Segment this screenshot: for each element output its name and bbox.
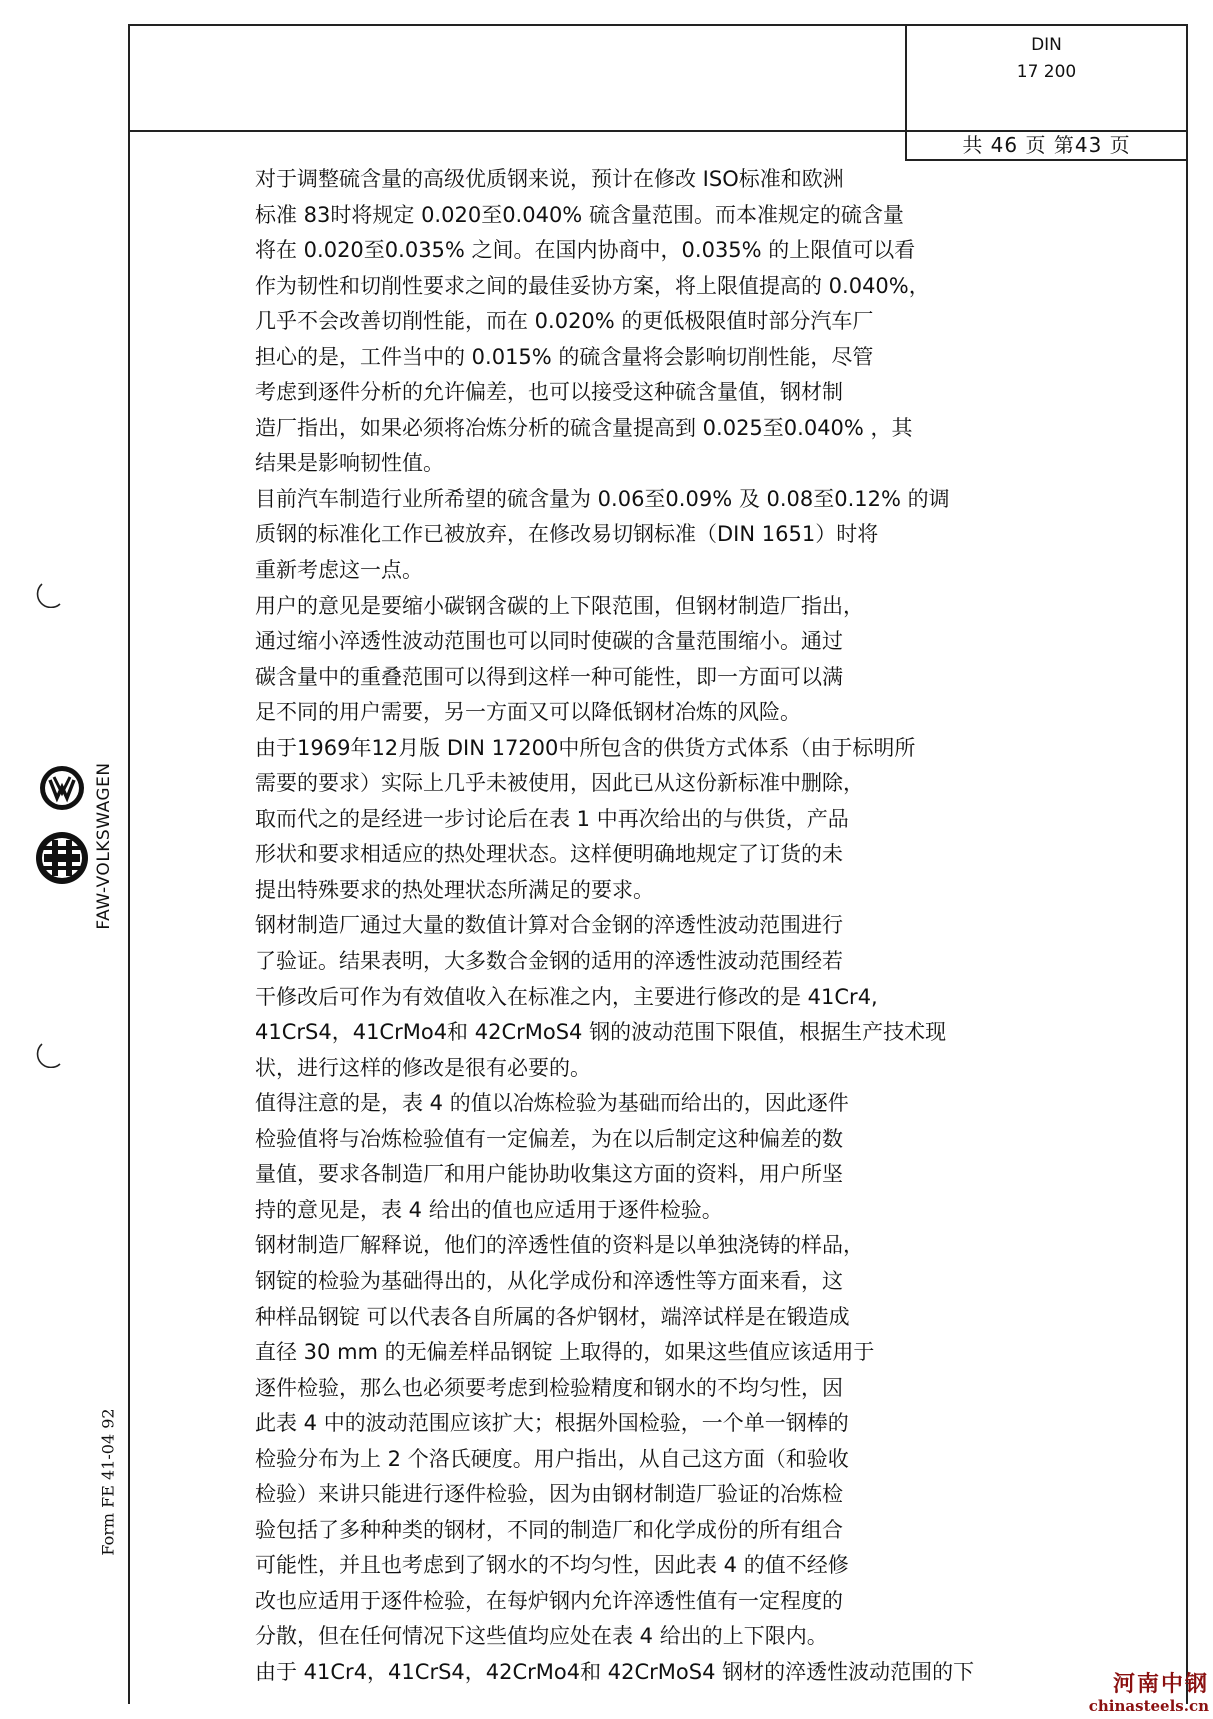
text-line: 可能性，并且也考虑到了钢水的不均匀性，因此表 4 的值不经修 [255,1553,849,1578]
watermark [1089,1673,1209,1715]
page-number: 共 46 页 第43 页 [962,133,1131,157]
text-line: 几乎不会改善切削性能，而在 0.020% 的更低极限值时部分汽车厂 [255,309,874,334]
faw-vw-logo-icon [30,760,130,900]
text-line: 逐件检验，那么也必须要考虑到检验精度和钢水的不均匀性，因 [255,1375,843,1400]
text-line: 种样品钢锭 可以代表各自所属的各炉钢材，端淬试样是在锻造成 [255,1304,850,1329]
text-line: 结果是影响韧性值。 [255,451,444,476]
text-line: 分散，但在任何情况下这些值均应处在表 4 给出的上下限内。 [255,1624,828,1649]
text-line: 形状和要求相适应的热处理状态。这样便明确地规定了订货的未 [255,842,843,867]
text-line: 持的意见是，表 4 给出的值也应适用于逐件检验。 [255,1197,723,1222]
form-number: Form FE 41-04 92 [98,1408,118,1556]
text-line: 作为韧性和切削性要求之间的最佳妥协方案，将上限值提高的 0.040%， [255,273,930,298]
text-line: 值得注意的是，表 4 的值以冶炼检验为基础而给出的，因此逐件 [255,1091,849,1116]
text-line: 足不同的用户需要，另一方面又可以降低钢材冶炼的风险。 [255,700,801,725]
text-line: 钢锭的检验为基础得出的，从化学成份和淬透性等方面来看，这 [255,1268,843,1293]
text-line: 质钢的标准化工作已被放弃，在修改易切钢标准（DIN 1651）时将 [255,522,879,547]
text-line: 标准 83时将规定 0.020至0.040% 硫含量范围。而本准规定的硫含量 [255,202,904,227]
text-line: 需要的要求）实际上几乎未被使用，因此已从这份新标准中删除， [255,771,864,796]
text-line: 此表 4 中的波动范围应该扩大；根据外国检验，一个单一钢棒的 [255,1411,849,1436]
text-line: 检验值将与冶炼检验值有一定偏差，为在以后制定这种偏差的数 [255,1126,843,1151]
binder-hole-icon [36,1040,64,1068]
binder-hole-icon [36,580,64,608]
standard-id [905,32,1188,86]
text-line: 通过缩小淬透性波动范围也可以同时使碳的含量范围缩小。通过 [255,629,843,654]
text-line: 重新考虑这一点。 [255,558,423,583]
standard-label: DIN [1031,35,1062,55]
text-line: 了验证。结果表明，大多数合金钢的适用的淬透性波动范围经若 [255,949,843,974]
watermark-chinese: 河南中钢 [1112,1672,1209,1697]
text-line: 41CrS4，41CrMo4和 42CrMoS4 钢的波动范围下限值，根据生产技术现 [255,1020,947,1045]
text-line: 对于调整硫含量的高级优质钢来说，预计在修改 ISO标准和欧洲 [255,167,844,191]
text-line: 钢材制造厂解释说，他们的淬透性值的资料是以单独浇铸的样品， [255,1233,864,1258]
standard-number: 17 200 [1016,62,1077,83]
text-line: 检验分布为上 2 个洛氏硬度。用户指出，从自己这方面（和验收 [255,1446,849,1471]
text-line: 检验）来讲只能进行逐件检验，因为由钢材制造厂验证的冶炼检 [255,1482,843,1507]
page-number-divider [905,159,1188,161]
text-line: 目前汽车制造行业所希望的硫含量为 0.06至0.09% 及 0.08至0.12% 的调 [255,486,950,511]
text-line: 碳含量中的重叠范围可以得到这样一种可能性，即一方面可以满 [255,664,843,689]
text-line: 改也应适用于逐件检验，在每炉钢内允许淬透性值有一定程度的 [255,1588,843,1613]
text-line: 将在 0.020至0.035% 之间。在国内协商中，0.035% 的上限值可以看 [255,238,916,263]
text-line: 担心的是，工件当中的 0.015% 的硫含量将会影响切削性能，尽管 [255,344,874,369]
text-line: 由于1969年12月版 DIN 17200中所包含的供货方式体系（由于标明所 [255,735,916,760]
text-line: 直径 30 mm 的无偏差样品钢锭 上取得的，如果这些值应该适用于 [255,1340,875,1365]
text-line: 提出特殊要求的热处理状态所满足的要求。 [255,877,654,902]
text-line: 考虑到逐件分析的允许偏差，也可以接受这种硫含量值，钢材制 [255,380,843,405]
text-line: 取而代之的是经进一步讨论后在表 1 中再次给出的与供货，产品 [255,806,849,831]
body-text [255,162,1055,1691]
text-line: 钢材制造厂通过大量的数值计算对合金钢的淬透性波动范围进行 [255,913,843,938]
text-line: 干修改后可作为有效值收入在标准之内，主要进行修改的是 41Cr4, [255,984,878,1009]
brand-name: FAW-VOLKSWAGEN [94,762,114,930]
text-line: 用户的意见是要缩小碳钢含碳的上下限范围，但钢材制造厂指出， [255,593,864,618]
text-line: 状，进行这样的修改是很有必要的。 [255,1055,591,1080]
text-line: 造厂指出，如果必须将冶炼分析的硫含量提高到 0.025至0.040% ，其 [255,415,913,440]
watermark-site: chinasteels.cn [1088,1697,1209,1715]
text-line: 由于 41Cr4，41CrS4，42CrMo4和 42CrMoS4 钢材的淬透性波动范围的下 [255,1659,975,1684]
text-line: 验包括了多种种类的钢材，不同的制造厂和化学成份的所有组合 [255,1517,843,1542]
text-line: 量值，要求各制造厂和用户能协助收集这方面的资料，用户所坚 [255,1162,843,1187]
